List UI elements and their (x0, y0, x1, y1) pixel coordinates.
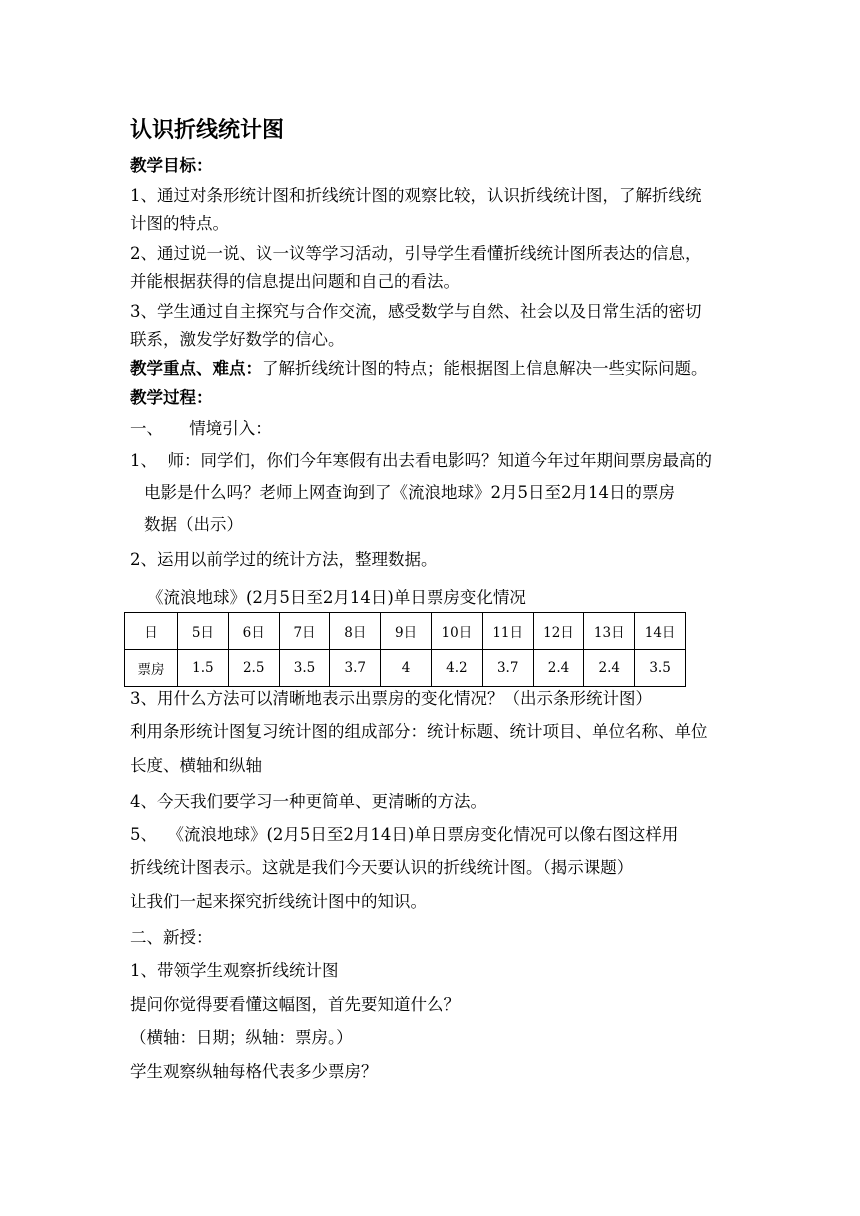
table-cell-value: 2.4 (533, 650, 584, 687)
table-cell-day: 12日 (533, 613, 584, 650)
table-cell-day: 5日 (178, 613, 229, 650)
objective-2-line-1: 2、通过说一说、议一议等学习活动，引导学生看懂折线统计图所表达的信息， (130, 244, 702, 263)
table-cell-day: 10日 (431, 613, 482, 650)
table-cell-value: 3.5 (635, 650, 686, 687)
section-2-heading: 二、新授： (130, 928, 213, 947)
objective-1-line-2: 计图的特点。 (130, 214, 229, 233)
section-1-heading: 一、 情境引入： (130, 419, 272, 438)
table-cell-day: 9日 (381, 613, 432, 650)
table-cell-value: 4.2 (431, 650, 482, 687)
step-5-line-2: 折线统计图表示。这就是我们今天要认识的折线统计图。（揭示课题） (130, 858, 634, 877)
table-cell-value: 4 (381, 650, 432, 687)
new-step-1-line: 1、带领学生观察折线统计图 (130, 961, 339, 980)
table-row-header-day: 日 (125, 613, 178, 650)
table-row-box-office (125, 650, 686, 687)
step-5-line-1: 5、 《流浪地球》(2月5日至2月14日)单日票房变化情况可以像右图这样用 (130, 825, 679, 844)
key-points-text: 了解折线统计图的特点；能根据图上信息解决一些实际问题。 (262, 359, 708, 378)
step-1-line-3: 数据（出示） (144, 515, 243, 534)
step-3-line: 3、用什么方法可以清晰地表示出票房的变化情况？（出示条形统计图） (130, 689, 652, 708)
objective-1-line-1: 1、通过对条形统计图和折线统计图的观察比较，认识折线统计图，了解折线统 (130, 186, 702, 205)
step-1-line-1: 1、 师：同学们，你们今年寒假有出去看电影吗？知道今年过年期间票房最高的 (130, 451, 712, 470)
step-2-line: 2、运用以前学过的统计方法，整理数据。 (130, 550, 438, 569)
box-office-table (124, 612, 686, 687)
table-row-days (125, 613, 686, 650)
table-cell-day: 13日 (584, 613, 635, 650)
table-cell-day: 7日 (279, 613, 330, 650)
explore-line: 让我们一起来探究折线统计图中的知识。 (130, 892, 427, 911)
process-heading: 教学过程： (130, 388, 213, 407)
step-1-line-2: 电影是什么吗？老师上网查询到了《流浪地球》2月5日至2月14日的票房 (144, 483, 675, 502)
objectives-heading: 教学目标： (130, 156, 213, 175)
objective-2-line-2: 并能根据获得的信息提出问题和自己的看法。 (130, 272, 460, 291)
table-cell-day: 11日 (482, 613, 533, 650)
table-cell-day: 8日 (330, 613, 381, 650)
table-cell-value: 2.5 (228, 650, 279, 687)
table-cell-value: 3.5 (279, 650, 330, 687)
step-4-line: 4、今天我们要学习一种更简单、更清晰的方法。 (130, 792, 487, 811)
objective-3-line-2: 联系，激发学好数学的信心。 (130, 330, 345, 349)
key-points-label: 教学重点、难点： (130, 359, 262, 378)
table-caption: 《流浪地球》(2月5日至2月14日)单日票房变化情况 (147, 588, 526, 607)
table-row-header-box-office: 票房 (125, 650, 178, 687)
table-cell-value: 3.7 (482, 650, 533, 687)
key-points-line (130, 359, 708, 379)
table-cell-value: 1.5 (178, 650, 229, 687)
answer-line: （横轴：日期；纵轴：票房。） (130, 1028, 353, 1047)
observe-line: 学生观察纵轴每格代表多少票房？ (130, 1062, 378, 1081)
question-line: 提问你觉得要看懂这幅图，首先要知道什么？ (130, 995, 460, 1014)
review-line-1: 利用条形统计图复习统计图的组成部分：统计标题、统计项目、单位名称、单位 (130, 722, 708, 741)
table-cell-day: 14日 (635, 613, 686, 650)
page-title: 认识折线统计图 (130, 118, 285, 143)
objective-3-line-1: 3、学生通过自主探究与合作交流，感受数学与自然、社会以及日常生活的密切 (130, 302, 702, 321)
table-cell-value: 3.7 (330, 650, 381, 687)
table-cell-value: 2.4 (584, 650, 635, 687)
table-cell-day: 6日 (228, 613, 279, 650)
review-line-2: 长度、横轴和纵轴 (130, 756, 262, 775)
